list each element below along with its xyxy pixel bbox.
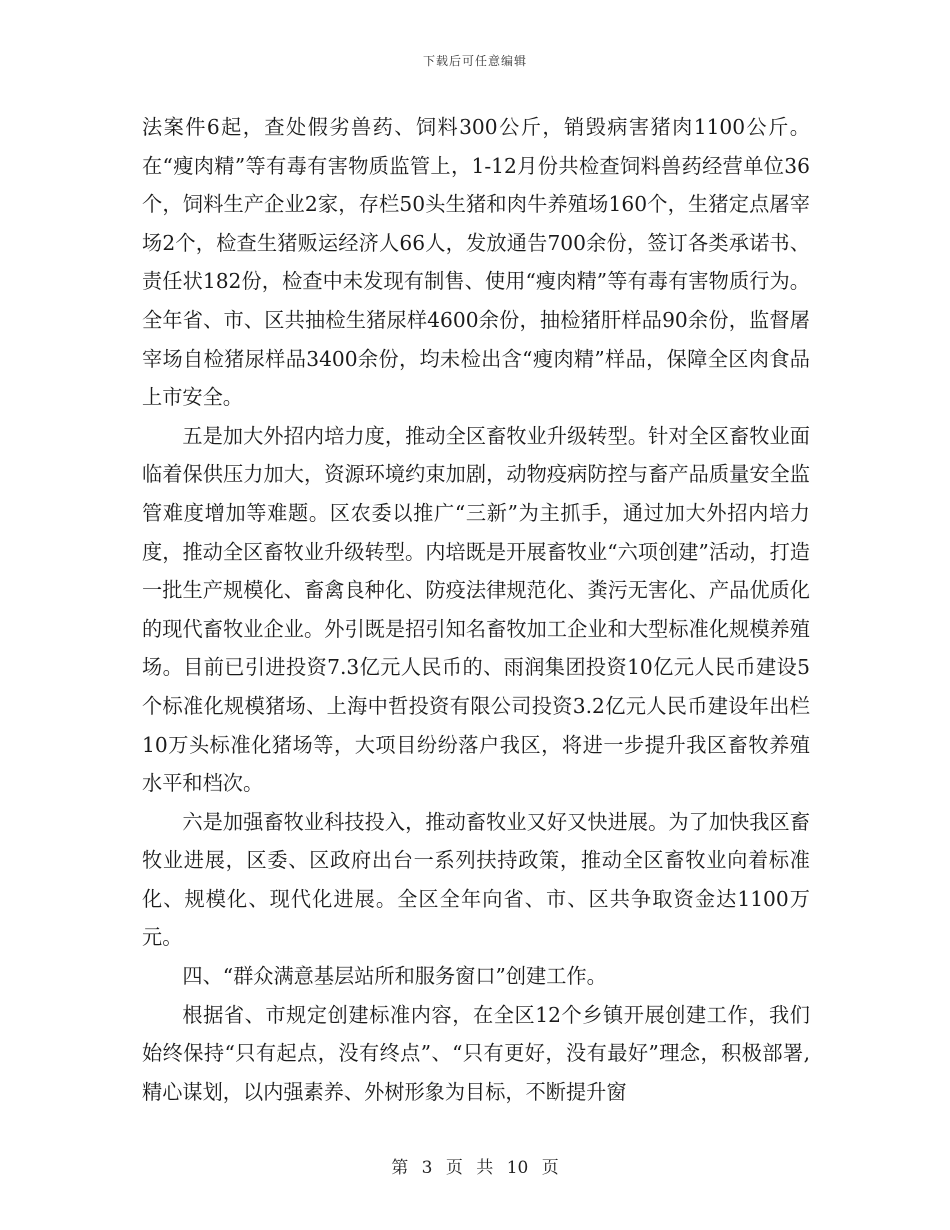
paragraph-continued: 法案件6起，查处假劣兽药、饲料300公斤，销毁病害猪肉1100公斤。在“瘦肉精”等有毒有害物质监管上，1-12月份共检查饲料兽药经营单位36个，饲料生产企业2家，存栏50头生猪和肉牛养殖场160个，生猪定点屠宰场2个，检查生猪贩运经济人66人，发放通告700余份，签订各类承诺书、责任状182份，检查中未发现有制售、使用“瘦肉精”等有毒有害物质行为。全年省、市、区共抽检生猪尿样4600余份，抽检猪肝样品90余份，监督屠宰场自检猪尿样品3400余份，均未检出含“瘦肉精”样品，保障全区肉食品上市安全。 xyxy=(142,115,810,410)
page-header: 下载后可任意编辑 xyxy=(422,54,527,68)
document-body xyxy=(142,108,810,1111)
section-heading-four: 四、“群众满意基层站所和服务窗口”创建工作。 xyxy=(182,964,607,989)
page-footer: 第 3 页 共 10 页 xyxy=(391,1158,559,1178)
paragraph-section-four-body: 根据省、市规定创建标准内容，在全区12个乡镇开展创建工作，我们始终保持“只有起点，没有终点”、“只有更好，没有最好”理念，积极部署,精心谋划，以内强素养、外树形象为目标，不断提升窗 xyxy=(142,1002,810,1104)
paragraph-item-five: 五是加大外招内培力度，推动全区畜牧业升级转型。针对全区畜牧业面临着保供压力加大，资源环境约束加剧，动物疫病防控与畜产品质量安全监管难度增加等难题。区农委以推广“三新”为主抓手，通过加大外招内培力度，推动全区畜牧业升级转型。内培既是开展畜牧业“六项创建”活动，打造一批生产规模化、畜禽良种化、防疫法律规范化、粪污无害化、产品优质化的现代畜牧业企业。外引既是招引知名畜牧加工企业和大型标准化规模养殖场。目前已引进投资7.3亿元人民币的、雨润集团投资10亿元人民币建设5个标准化规模猪场、上海中哲投资有限公司投资3.2亿元人民币建设年出栏10万头标准化猪场等，大项目纷纷落户我区，将进一步提升我区畜牧养殖水平和档次。 xyxy=(142,423,810,796)
paragraph-item-six: 六是加强畜牧业科技投入，推动畜牧业又好又快进展。为了加快我区畜牧业进展，区委、区政府出台一系列扶持政策，推动全区畜牧业向着标准化、规模化、现代化进展。全区全年向省、市、区共争取资金达1100万元。 xyxy=(142,809,810,950)
